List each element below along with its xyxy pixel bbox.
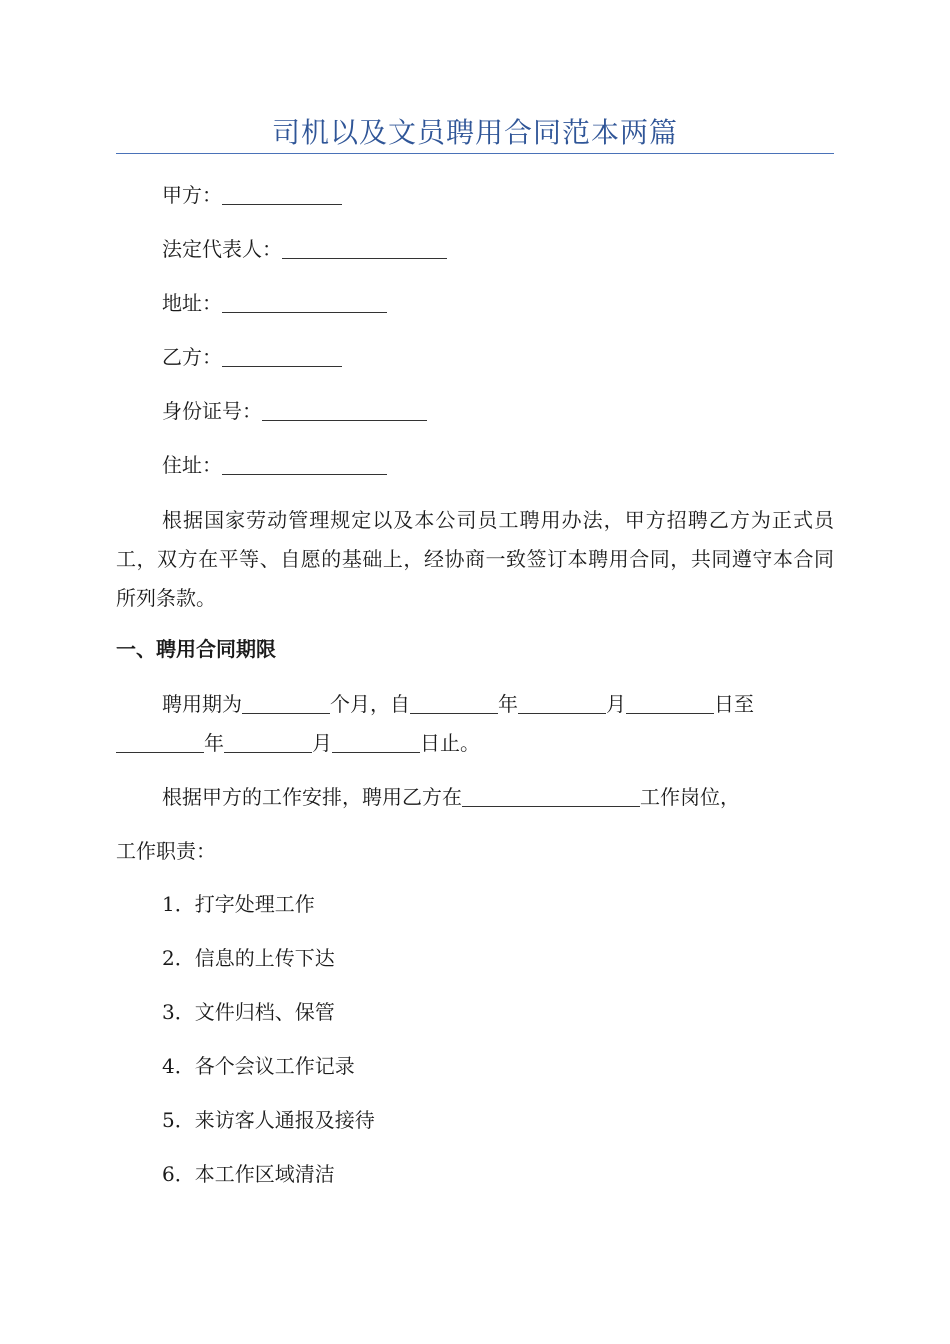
legal-rep-label: 法定代表人： (162, 237, 282, 261)
address-line (116, 289, 834, 317)
term-start-month-blank (518, 693, 606, 714)
intro-paragraph: 根据国家劳动管理规定以及本公司员工聘用办法，甲方招聘乙方为正式员工，双方在平等、自愿的基础上，经协商一致签订本聘用合同，共同遵守本合同所列条款。 (116, 508, 834, 610)
id-blank (262, 400, 427, 421)
term-line-2 (116, 729, 834, 757)
id-label: 身份证号： (162, 399, 262, 423)
position-prefix: 根据甲方的工作安排，聘用乙方在 (162, 785, 462, 809)
party-b-blank (222, 346, 342, 367)
term-end-month-label: 月 (312, 731, 332, 755)
party-a-label: 甲方： (162, 183, 222, 207)
position-line (116, 783, 834, 811)
residence-blank (222, 454, 387, 475)
duty-item: 6．本工作区域清洁 (162, 1162, 335, 1186)
title-underline (116, 153, 834, 154)
legal-rep-blank (282, 238, 447, 259)
term-day-end: 日止。 (420, 731, 480, 755)
address-blank (222, 292, 387, 313)
term-end-month-blank (224, 732, 312, 753)
position-blank (462, 786, 640, 807)
term-prefix: 聘用期为 (162, 692, 242, 716)
term-start-month-label: 月 (606, 692, 626, 716)
term-start-day-blank (626, 693, 714, 714)
party-a-line (116, 181, 834, 209)
duty-item: 5．来访客人通报及接待 (162, 1108, 375, 1132)
term-start-year-label: 年 (498, 692, 518, 716)
term-day-to: 日至 (714, 692, 754, 716)
address-label: 地址： (162, 291, 222, 315)
party-b-line (116, 343, 834, 371)
term-end-day-blank (332, 732, 420, 753)
term-end-year-label: 年 (204, 731, 224, 755)
term-end-year-blank (116, 732, 204, 753)
party-a-blank (222, 184, 342, 205)
duties-label: 工作职责： (116, 839, 216, 863)
duty-item: 4．各个会议工作记录 (162, 1054, 355, 1078)
section1-heading: 一、聘用合同期限 (116, 637, 276, 661)
residence-label: 住址： (162, 453, 222, 477)
duty-item: 2．信息的上传下达 (162, 946, 335, 970)
position-suffix: 工作岗位， (640, 785, 740, 809)
term-line-1 (116, 690, 834, 718)
id-line (116, 397, 834, 425)
party-b-label: 乙方： (162, 345, 222, 369)
document-title: 司机以及文员聘用合同范本两篇 (271, 116, 678, 149)
duty-item: 1．打字处理工作 (162, 892, 315, 916)
legal-rep-line (116, 235, 834, 263)
residence-line (116, 451, 834, 479)
term-months-blank (242, 693, 330, 714)
duty-item: 3．文件归档、保管 (162, 1000, 335, 1024)
term-start-year-blank (410, 693, 498, 714)
term-months-unit: 个月，自 (330, 692, 410, 716)
